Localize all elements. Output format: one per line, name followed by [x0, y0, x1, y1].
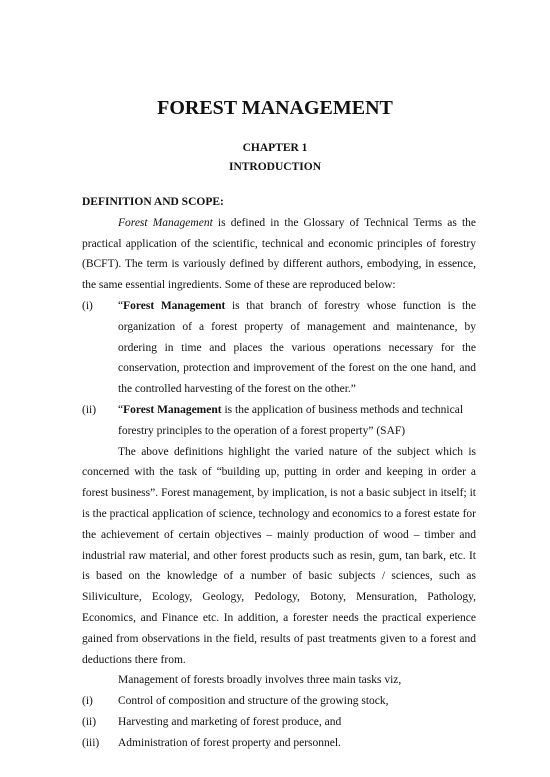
tasks-intro: Management of forests broadly involves three main tasks viz, — [118, 674, 402, 687]
task-item — [82, 691, 476, 712]
task-text: Harvesting and marketing of forest produce, and — [118, 715, 342, 728]
intro-term: Forest Management — [118, 216, 213, 229]
intro-text: is defined in the Glossary of Technical Terms as the practical application of the scientific, technical and economic principles of forestry (BCFT). The term is variously defined by different authors, embodying, in essence, the same essential ingredients. Some of these are reproduced below: — [82, 216, 476, 292]
definition-open-quote: “ — [118, 403, 124, 416]
definition-item — [82, 400, 476, 442]
definition-text — [118, 296, 476, 400]
task-text: Control of composition and structure of the growing stock, — [118, 695, 389, 708]
document-title: FOREST MANAGEMENT — [157, 97, 393, 119]
intro-paragraph — [82, 213, 476, 296]
definition-open-quote: “ — [118, 299, 124, 312]
definition-body: is the application of business methods and technical forestry principles to the operation of a forest property” (SAF) — [118, 403, 464, 437]
definition-body: is that branch of forestry whose function is the organization of a forest property of management and maintenance, by ordering in time and places the various operations necessary for the conservation, protection and improvement of the forest on the one hand, and the controlled harvesting of the forest on the other.” — [118, 299, 476, 396]
definition-number: (ii) — [82, 403, 97, 416]
task-item — [82, 712, 476, 733]
discussion-paragraph: The above definitions highlight the varied nature of the subject which is concerned with the task of “building up, putting in order and keeping in order a forest business”. Forest management, by implication, is not a basic subject in itself; it is the practical application of science, technology and economics to a forest estate for the achievement of certain objectives – mainly production of wood – timber and industrial raw material, and other forest products such as resin, gum, tan bark, etc. It is based on the knowledge of a number of basic subjects / sciences, such as Siliviculture, Ecology, Geology, Pedology, Botony, Mensuration, Pathology, Economics, and Finance etc. In addition, a forester needs the practical experience gained from observations in the field, results of past treatments given to a forest and deductions there from. — [82, 445, 476, 666]
task-item — [82, 733, 476, 754]
task-number: (i) — [82, 695, 93, 708]
document-body — [82, 192, 476, 754]
chapter-title: INTRODUCTION — [228, 161, 321, 173]
definition-number: (i) — [82, 299, 93, 312]
definition-term: Forest Management — [123, 299, 226, 312]
definition-item — [82, 296, 476, 400]
definition-term: Forest Management — [123, 403, 222, 416]
section-heading: DEFINITION AND SCOPE: — [82, 196, 224, 208]
chapter-number: CHAPTER 1 — [242, 142, 308, 154]
definition-text — [118, 400, 476, 442]
task-number: (ii) — [82, 715, 97, 728]
task-text: Administration of forest property and personnel. — [118, 736, 341, 749]
task-number: (iii) — [82, 736, 100, 749]
